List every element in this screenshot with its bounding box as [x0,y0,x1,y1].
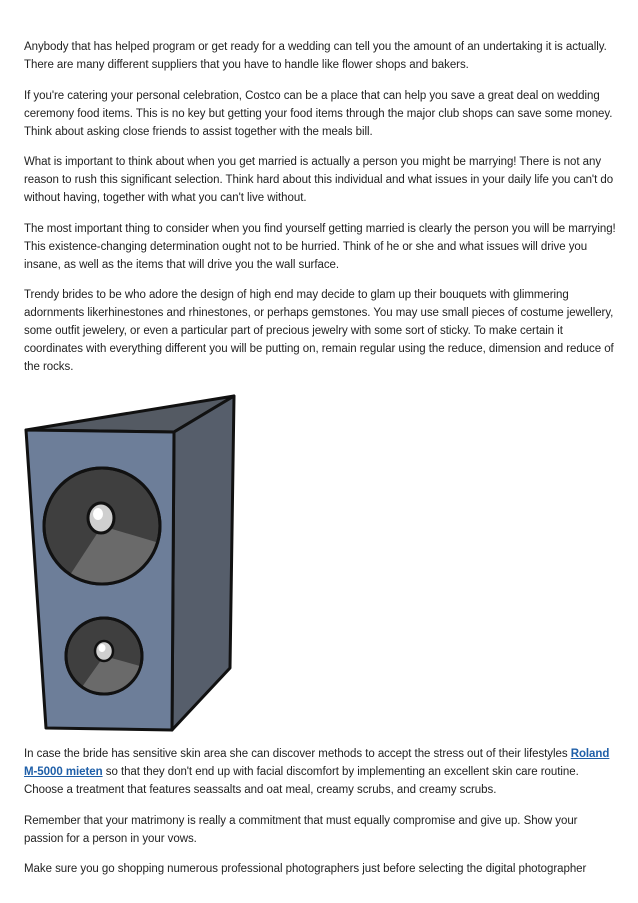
speaker-illustration [24,392,616,735]
paragraph-4: The most important thing to consider when you find yourself getting married is clearly the person you will be marrying! This existence-changing determination ought not to be hurried. Think of he or she and what issues will drive you insane, as well as the items that will drive you the wall surface. [24,222,616,271]
paragraph-6-start: In case the bride has sensitive skin area she can discover methods to accept the stress out of their lifestyles [24,748,571,760]
paragraph-2: If you're catering your personal celebration, Costco can be a place that can help you save a great deal on wedding ceremony food items. This is no key but getting your food items through the major club shops can save some money. Think about asking close friends to assist together with the meals bill. [24,89,613,138]
paragraph-3: What is important to think about when you get married is actually a person you might be marrying! There is not any reason to rush this significant selection. Think hard about this individual and what issues in your daily life you can't do without having, together with what you can't live without. [24,156,614,204]
speaker-icon [24,392,254,735]
document-body [24,38,616,891]
roland-rental-link[interactable]: Roland M-5000 mieten [24,748,610,778]
paragraph-6 [24,745,616,799]
paragraph-6-end: so that they don't end up with facial discomfort by implementing an excellent skin care routine. Choose a treatment that features seassalts and oat meal, creamy scrubs, and creamy scrubs. [24,766,579,796]
paragraph-8: Make sure you go shopping numerous professional photographers just before selecting the digital photographer [24,863,587,875]
paragraph-5: Trendy brides to be who adore the design of high end may decide to glam up their bouquets with glimmering adornments likerhinestones and rhinestones, or perhaps gemstones. You may use small pieces of costume jewellery, some outfit jewelery, or even a particular part of precious jewelry with some sort of sticky. To make certain it coordinates with everything different you will be putting on, remain regular using the reduce, dimension and reduce of the rocks. [24,289,614,373]
paragraph-1: Anybody that has helped program or get ready for a wedding can tell you the amount of an undertaking it is actually. There are many different suppliers that you have to handle like flower shops and bakers. [24,41,607,71]
paragraph-7: Remember that your matrimony is really a commitment that must equally compromise and give up. Show your passion for a person in your vows. [24,814,578,845]
